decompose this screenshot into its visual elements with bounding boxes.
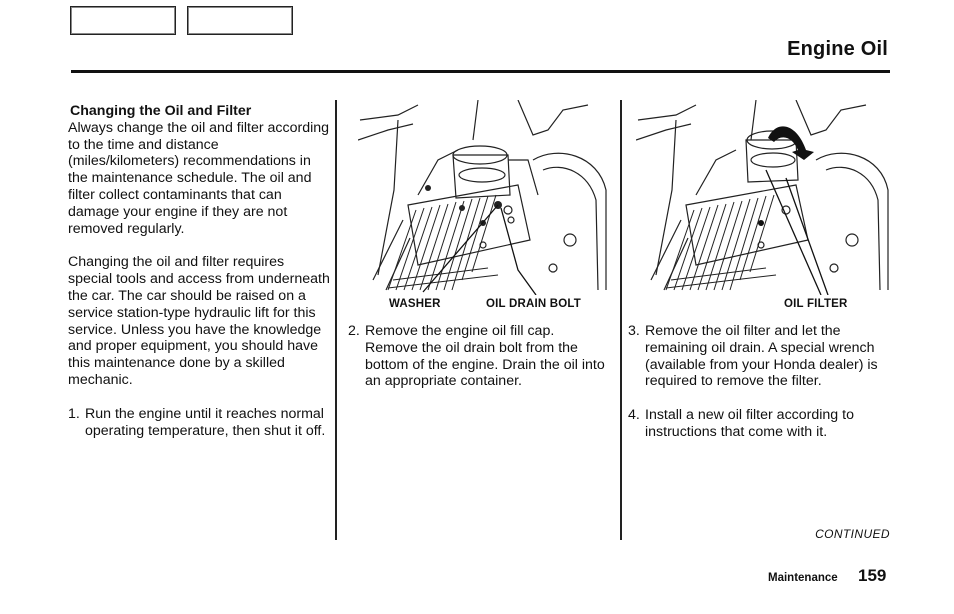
figure-label-oil-drain-bolt: OIL DRAIN BOLT [486,298,582,310]
step-text: Run the engine until it reaches normal operating temperature, then shut it off. [85,405,326,439]
intro-paragraph: Always change the oil and filter according to the time and distance (miles/kilometers) recommendations in the maintenance schedule. The oil and filter collect contaminants that can damage your engine if they are not removed regularly. [68,119,330,237]
footer-section-name: Maintenance [768,572,838,584]
step-text: Remove the oil filter and let the remaining oil drain. A special wrench (available from your Honda dealer) is required to remove the filter. [645,323,878,390]
step-1 [68,406,330,440]
step-number: 3. [628,323,640,339]
requirements-paragraph: Changing the oil and filter requires special tools and access from underneath the car. The car should be raised on a service station-type hydraulic lift for this service. Unless you have the knowledge and proper equipment, you should have this maintenance done by a skilled mechanic. [68,254,330,388]
section-heading: Changing the Oil and Filter [70,103,252,119]
column-2 [348,323,610,390]
column-1 [68,103,330,439]
step-4 [628,407,890,441]
oil-filter-illustration [636,100,890,295]
title-divider [71,70,890,73]
step-2 [348,323,610,390]
step-text: Install a new oil filter according to instructions that come with it. [645,407,854,440]
step-text: Remove the engine oil fill cap. Remove the oil drain bolt from the bottom of the engine. Drain the oil into an appropriate container. [365,323,605,390]
header-tab-box-right [187,6,293,35]
header-tab-box-left [70,6,176,35]
oil-drain-bolt-illustration [358,100,608,295]
figure-label-washer: WASHER [389,298,441,310]
step-number: 4. [628,407,640,424]
page-number: 159 [858,566,887,585]
step-number: 2. [348,323,360,339]
figure-label-oil-filter: OIL FILTER [784,298,848,310]
page-title: Engine Oil [787,38,888,60]
column-3 [628,323,890,441]
column-divider-right [620,100,622,540]
continued-label: CONTINUED [815,527,890,541]
step-number: 1. [68,405,80,422]
step-3 [628,323,890,390]
column-divider-left [335,100,337,540]
